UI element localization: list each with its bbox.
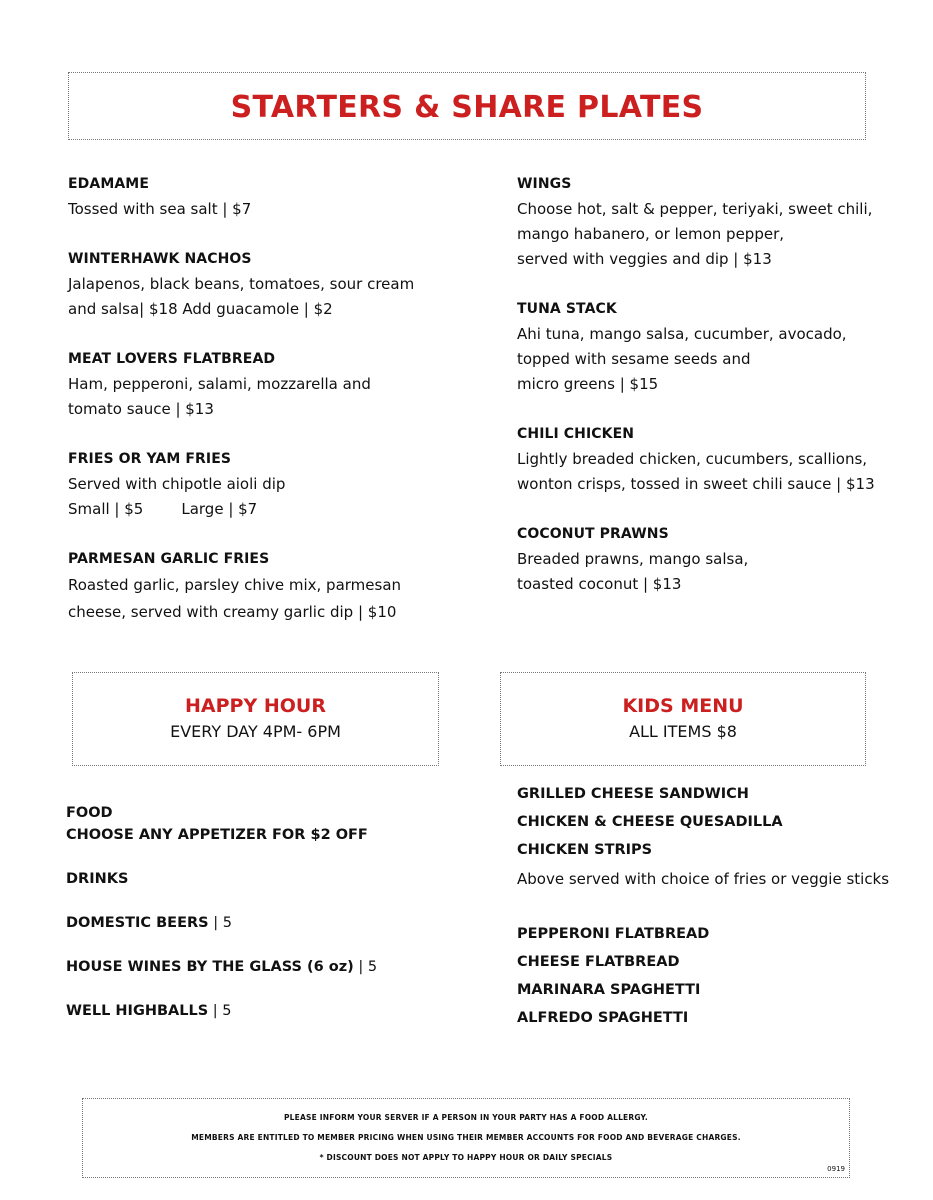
item-description: Breaded prawns, mango salsa, toasted coconut | $13 [517,550,749,593]
item-name: MEAT LOVERS FLATBREAD [68,351,276,367]
starters-right-column [517,172,877,622]
drink-item [66,1000,446,1022]
kids-menu-box [500,672,866,766]
menu-item-tuna-stack [517,297,877,397]
item-description: Tossed with sea salt | $7 [68,200,252,218]
list-item: CHICKEN STRIPS [517,842,653,858]
menu-item-fries [68,447,468,522]
drink-name: DOMESTIC BEERS [66,915,209,931]
item-name: TUNA STACK [517,301,617,317]
list-item: PEPPERONI FLATBREAD [517,926,710,942]
menu-code: 0919 [827,1165,845,1173]
list-item: ALFREDO SPAGHETTI [517,1010,689,1026]
list-item: MARINARA SPAGHETTI [517,982,701,998]
item-name: EDAMAME [68,176,149,192]
happy-hour-list [66,802,446,1022]
item-description: Choose hot, salt & pepper, teriyaki, sweet chili, mango habanero, or lemon pepper, served with veggies and dip | $13 [517,200,873,268]
item-description: Jalapenos, black beans, tomatoes, sour cream and salsa| $18 Add guacamole | $2 [68,275,415,318]
allergy-notice: PLEASE INFORM YOUR SERVER IF A PERSON IN YOUR PARTY HAS A FOOD ALLERGY. [283,1113,648,1122]
item-description: Ahi tuna, mango salsa, cucumber, avocado, topped with sesame seeds and micro greens | $15 [517,325,847,393]
page-title: STARTERS & SHARE PLATES [230,89,704,125]
food-offer: CHOOSE ANY APPETIZER FOR $2 OFF [66,827,368,843]
menu-item-garlic-fries [68,547,468,626]
drink-item [66,912,446,934]
item-name: FRIES OR YAM FRIES [68,451,232,467]
item-description: Roasted garlic, parsley chive mix, parmesan cheese, served with creamy garlic dip | $10 [68,576,402,621]
item-name: COCONUT PRAWNS [517,526,669,542]
menu-item-edamame [68,172,468,222]
kids-menu-list [517,780,897,1032]
item-name: WINTERHAWK NACHOS [68,251,252,267]
drink-item [66,956,446,978]
item-sizes [68,497,468,522]
menu-item-wings [517,172,877,272]
item-name: WINGS [517,176,572,192]
kids-menu-subheading: ALL ITEMS $8 [629,722,737,741]
menu-item-nachos [68,247,468,322]
item-description: Served with chipotle aioli dip [68,475,286,493]
happy-hour-subheading: EVERY DAY 4PM- 6PM [170,722,341,741]
list-item: CHICKEN & CHEESE QUESADILLA [517,814,783,830]
item-description: Ham, pepperoni, salami, mozzarella and tomato sauce | $13 [68,375,371,418]
drink-price: | 5 [208,1003,232,1019]
starters-left-column [68,172,468,651]
menu-item-chili-chicken [517,422,877,497]
title-box [68,72,866,140]
drinks-label: DRINKS [66,871,129,887]
size-small: Small | $5 [68,500,144,518]
list-item: CHEESE FLATBREAD [517,954,680,970]
item-name: PARMESAN GARLIC FRIES [68,551,270,567]
item-name: CHILI CHICKEN [517,426,635,442]
happy-hour-heading: HAPPY HOUR [185,695,326,717]
drink-name: WELL HIGHBALLS [66,1003,209,1019]
item-description: Lightly breaded chicken, cucumbers, scallions, wonton crisps, tossed in sweet chili sauce | $13 [517,450,875,493]
drink-name: HOUSE WINES BY THE GLASS (6 oz) [66,959,354,975]
member-pricing-notice: MEMBERS ARE ENTITLED TO MEMBER PRICING WHEN USING THEIR MEMBER ACCOUNTS FOR FOOD AND BEVERAGE CHARGES. [191,1133,741,1142]
footer-box [82,1098,850,1178]
menu-item-coconut-prawns [517,522,877,597]
happy-hour-box [72,672,439,766]
list-item: GRILLED CHEESE SANDWICH [517,786,749,802]
kids-menu-note: Above served with choice of fries or veggie sticks [517,870,890,888]
drink-price: | 5 [353,959,378,975]
drink-price: | 5 [208,915,232,931]
size-large: Large | $7 [181,500,258,518]
menu-item-flatbread [68,347,468,422]
discount-notice: * DISCOUNT DOES NOT APPLY TO HAPPY HOUR OR DAILY SPECIALS [319,1153,613,1162]
food-label: FOOD [66,805,113,821]
kids-menu-heading: KIDS MENU [622,695,744,717]
